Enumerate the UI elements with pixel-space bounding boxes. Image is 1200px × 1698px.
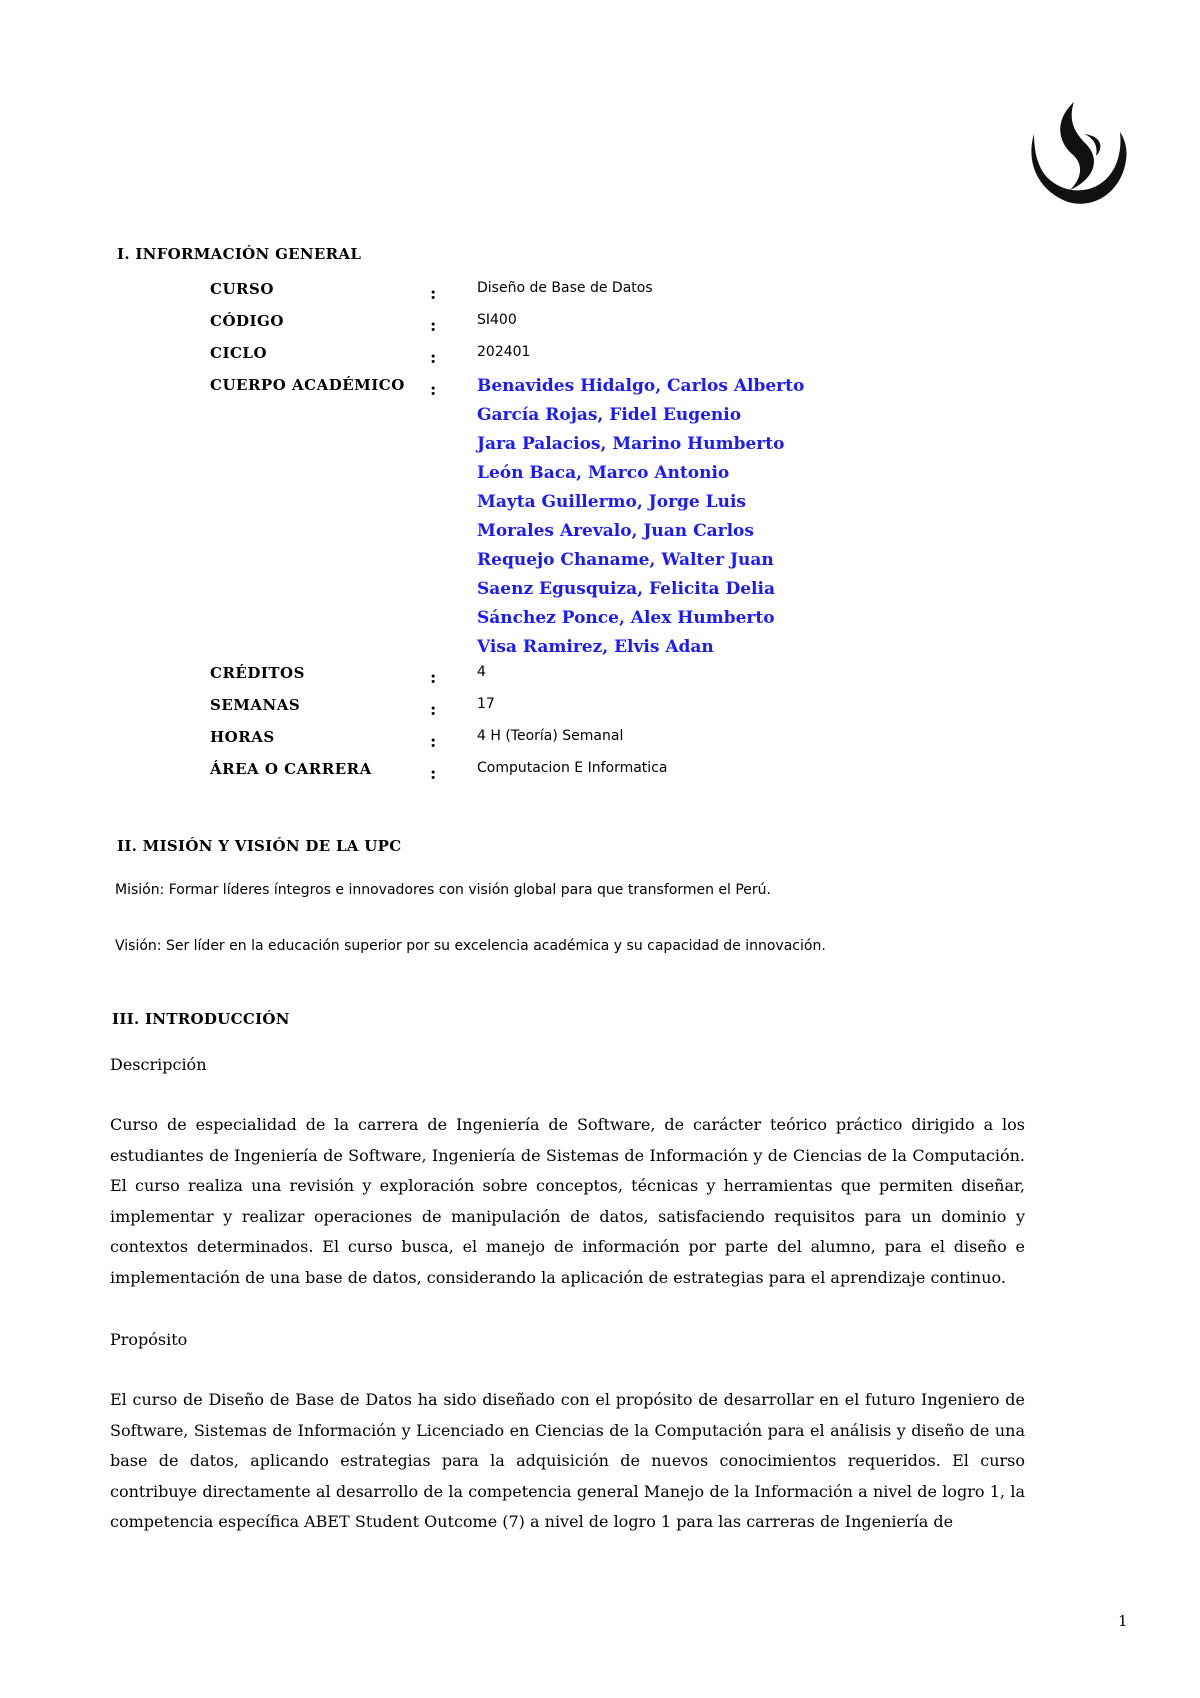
colon: : (430, 732, 437, 752)
codigo-value: SI400 (477, 312, 517, 328)
colon: : (430, 348, 437, 368)
upc-logo-icon (1024, 98, 1128, 206)
section-heading-intro: III. INTRODUCCIÓN (112, 1010, 290, 1028)
semanas-value: 17 (477, 696, 495, 712)
info-row-curso (210, 280, 910, 312)
codigo-label: CÓDIGO (210, 312, 284, 330)
page-number: 1 (1118, 1612, 1128, 1630)
colon: : (430, 316, 437, 336)
faculty-member: García Rojas, Fidel Eugenio (477, 405, 742, 425)
colon: : (430, 668, 437, 688)
faculty-member: Morales Arevalo, Juan Carlos (477, 521, 754, 541)
faculty-member: Requejo Chaname, Walter Juan (477, 550, 774, 570)
area-value: Computacion E Informatica (477, 760, 668, 776)
proposito-paragraph: El curso de Diseño de Base de Datos ha sido diseñado con el propósito de desarrollar en el futuro Ingeniero de Software, Sistemas de Información y Licenciado en Ciencias de la Computación para el análisis y diseño de una base de datos, aplicando estrategias para la adquisición de nuevos conocimientos requeridos. El curso contribuye directamente al desarrollo de la competencia general Manejo de la Información a nivel de logro 1, la competencia específica ABET Student Outcome (7) a nivel de logro 1 para las carreras de Ingeniería de (110, 1390, 1025, 1531)
colon: : (430, 284, 437, 304)
curso-label: CURSO (210, 280, 274, 298)
info-row-creditos (210, 664, 910, 696)
ciclo-value: 202401 (477, 344, 531, 360)
creditos-label: CRÉDITOS (210, 664, 305, 682)
mission-text: Misión: Formar líderes íntegros e innovadores con visión global para que transformen el Perú. (115, 882, 772, 898)
faculty-list (477, 376, 804, 666)
ciclo-label: CICLO (210, 344, 268, 362)
horas-label: HORAS (210, 728, 275, 746)
faculty-member: Benavides Hidalgo, Carlos Alberto (477, 376, 805, 396)
cuerpo-label: CUERPO ACADÉMICO (210, 376, 405, 394)
info-row-area (210, 760, 910, 792)
descripcion-title: Descripción (110, 1055, 207, 1074)
proposito-title: Propósito (110, 1330, 188, 1349)
faculty-member: Jara Palacios, Marino Humberto (477, 434, 785, 454)
colon: : (430, 380, 437, 400)
faculty-member: León Baca, Marco Antonio (477, 463, 730, 483)
horas-value: 4 H (Teoría) Semanal (477, 728, 624, 744)
vision-text: Visión: Ser líder en la educación superior por su excelencia académica y su capacidad de innovación. (115, 938, 826, 954)
info-row-ciclo (210, 344, 910, 376)
faculty-member: Saenz Egusquiza, Felicita Delia (477, 579, 775, 599)
faculty-member: Sánchez Ponce, Alex Humberto (477, 608, 775, 628)
info-row-codigo (210, 312, 910, 344)
section-heading-mission-vision: II. MISIÓN Y VISIÓN DE LA UPC (117, 837, 402, 855)
area-label: ÁREA O CARRERA (210, 760, 372, 778)
colon: : (430, 700, 437, 720)
colon: : (430, 764, 437, 784)
faculty-member: Mayta Guillermo, Jorge Luis (477, 492, 746, 512)
info-row-horas (210, 728, 910, 760)
semanas-label: SEMANAS (210, 696, 301, 714)
creditos-value: 4 (477, 664, 486, 680)
info-row-semanas (210, 696, 910, 728)
faculty-member: Visa Ramirez, Elvis Adan (477, 637, 714, 657)
descripcion-paragraph: Curso de especialidad de la carrera de Ingeniería de Software, de carácter teórico práctico dirigido a los estudiantes de Ingeniería de Software, Ingeniería de Sistemas de Información y de Ciencias de la Computación. El curso realiza una revisión y exploración sobre conceptos, técnicas y herramientas que permiten diseñar, implementar y realizar operaciones de manipulación de datos, satisfaciendo requisitos para un dominio y contextos determinados. El curso busca, el manejo de información por parte del alumno, para el diseño e implementación de una base de datos, considerando la aplicación de estrategias para el aprendizaje continuo. (110, 1115, 1025, 1287)
curso-value: Diseño de Base de Datos (477, 280, 653, 296)
section-heading-general: I. INFORMACIÓN GENERAL (117, 245, 362, 263)
